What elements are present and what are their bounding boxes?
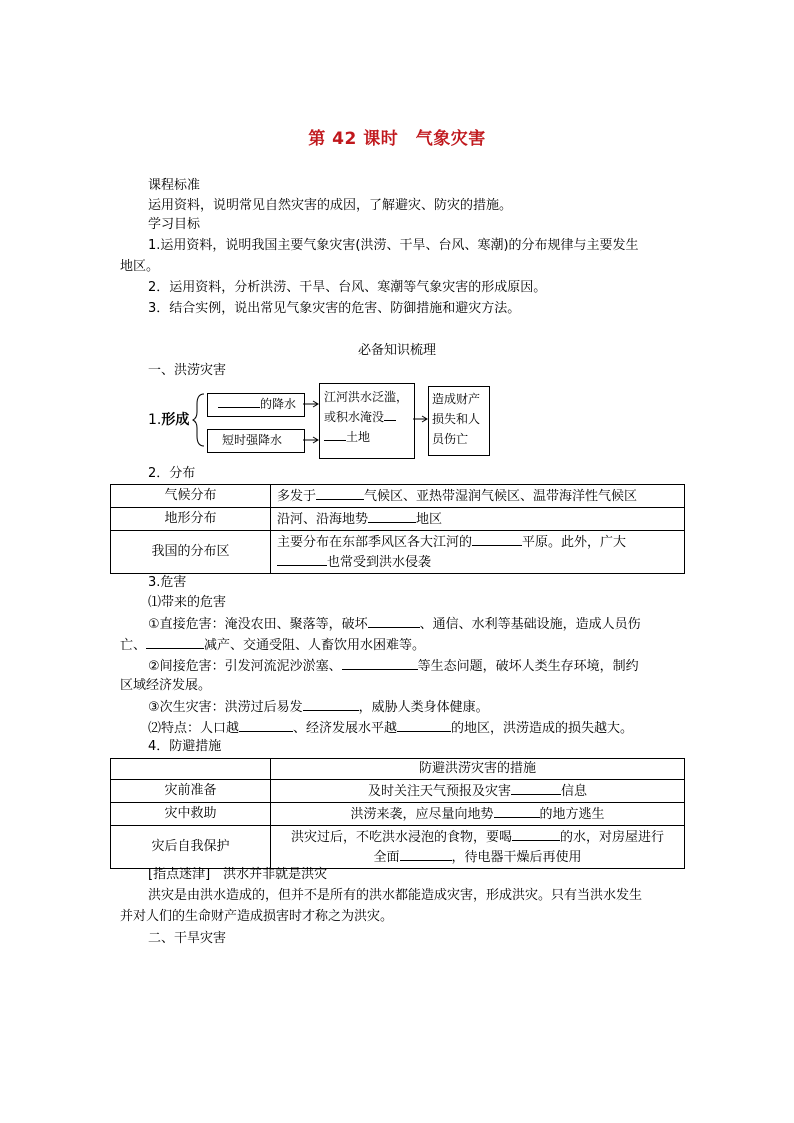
goals-heading: 学习目标 [148,217,201,232]
harm-secondary: ③次生灾害：洪涝过后易发 ，威胁人类身体健康。 [148,697,489,717]
table-cell: 洪灾过后，不吃洪水浸泡的食物，要喝 的水，对房屋进行 全面 ，待电器干燥后再使用 [271,826,685,869]
harm-direct-cont: 亡、 减产、交通受阻、人畜饮用水困难等。 [120,635,425,655]
harm-direct: ①直接危害：淹没农田、聚落等，破坏 、通信、水利等基础设施，造成人员伤 [148,614,641,634]
table-cell: 及时关注天气预报及灾害 信息 [271,780,685,803]
harm-indirect-cont: 区域经济发展。 [120,678,212,693]
table-cell: 气候分布 [111,485,271,508]
drought-heading: 二、干旱灾害 [148,931,227,946]
table-header-cell: 防避洪涝灾害的措施 [271,759,685,780]
goal-item-1-cont: 地区。 [120,259,160,274]
prevention-table [110,758,685,869]
prevention-heading: 4．防避措施 [148,739,222,754]
table-row [111,508,685,531]
table-cell: 地形分布 [111,508,271,531]
table-row [111,780,685,803]
table-cell: 灾后自我保护 [111,826,271,869]
goal-item-1: 1.运用资料，说明我国主要气象灾害(洪涝、干旱、台风、寒潮)的分布规律与主要发生 [148,238,639,253]
table-cell: 多发于 气候区、亚热带湿润气候区、温带海洋性气候区 [271,485,685,508]
arrow-right-icon [303,398,320,448]
goal-item-3: 3．结合实例，说出常见气象灾害的危害、防御措施和避灾方法。 [148,301,521,316]
table-cell: 灾前准备 [111,780,271,803]
distribution-heading: 2．分布 [148,466,196,481]
table-cell: 我国的分布区 [111,531,271,574]
flood-heading: 一、洪涝灾害 [148,363,227,378]
table-cell [111,759,271,780]
table-row [111,826,685,869]
harm-heading: 3.危害 [148,575,187,590]
table-cell: 洪涝来袭，应尽量向地势 的地方逃生 [271,803,685,826]
cause-box-2: 短时强降水 [207,429,305,453]
section-heading: 必备知识梳理 [357,343,436,358]
harm-feature: ⑵特点：人口越 、经济发展水平越 的地区，洪涝造成的损失越大。 [148,718,633,738]
tip-text-cont: 并对人们的生命财产造成损害时才称之为洪灾。 [120,909,394,924]
table-row [111,759,685,780]
cause-box-1: 的降水 [207,393,305,417]
process-box: 江河洪水泛滥， 或积水淹没 土地 [319,383,415,459]
table-cell: 灾中救助 [111,803,271,826]
table-cell: 主要分布在东部季风区各大江河的 平原。此外，广大 也常受到洪水侵袭 [271,531,685,574]
standard-text: 运用资料，说明常见自然灾害的成因，了解避灾、防灾的措施。 [148,198,513,213]
tip-heading: [指点迷津] 洪水并非就是洪灾 [148,867,328,882]
tip-text: 洪灾是由洪水造成的，但并不是所有的洪水都能造成灾害，形成洪灾。只有当洪水发生 [148,888,643,903]
goal-item-2: 2．运用资料，分析洪涝、干旱、台风、寒潮等气象灾害的形成原因。 [148,280,547,295]
arrow-right-icon [413,414,429,424]
harm-indirect: ②间接危害：引发河流泥沙淤塞、 等生态问题，破坏人类生存环境，制约 [148,656,639,676]
table-row [111,531,685,574]
table-cell: 沿河、沿海地势 地区 [271,508,685,531]
table-row [111,485,685,508]
formation-label: 1.形成 [148,412,190,428]
distribution-table [110,484,685,574]
brace-icon [192,390,208,450]
page-title: 第 42 课时 气象灾害 [308,129,486,149]
standard-heading: 课程标准 [148,178,201,193]
result-box: 造成财产 损失和人 员伤亡 [428,386,490,456]
table-row [111,803,685,826]
harm-sub: ⑴带来的危害 [148,595,227,610]
